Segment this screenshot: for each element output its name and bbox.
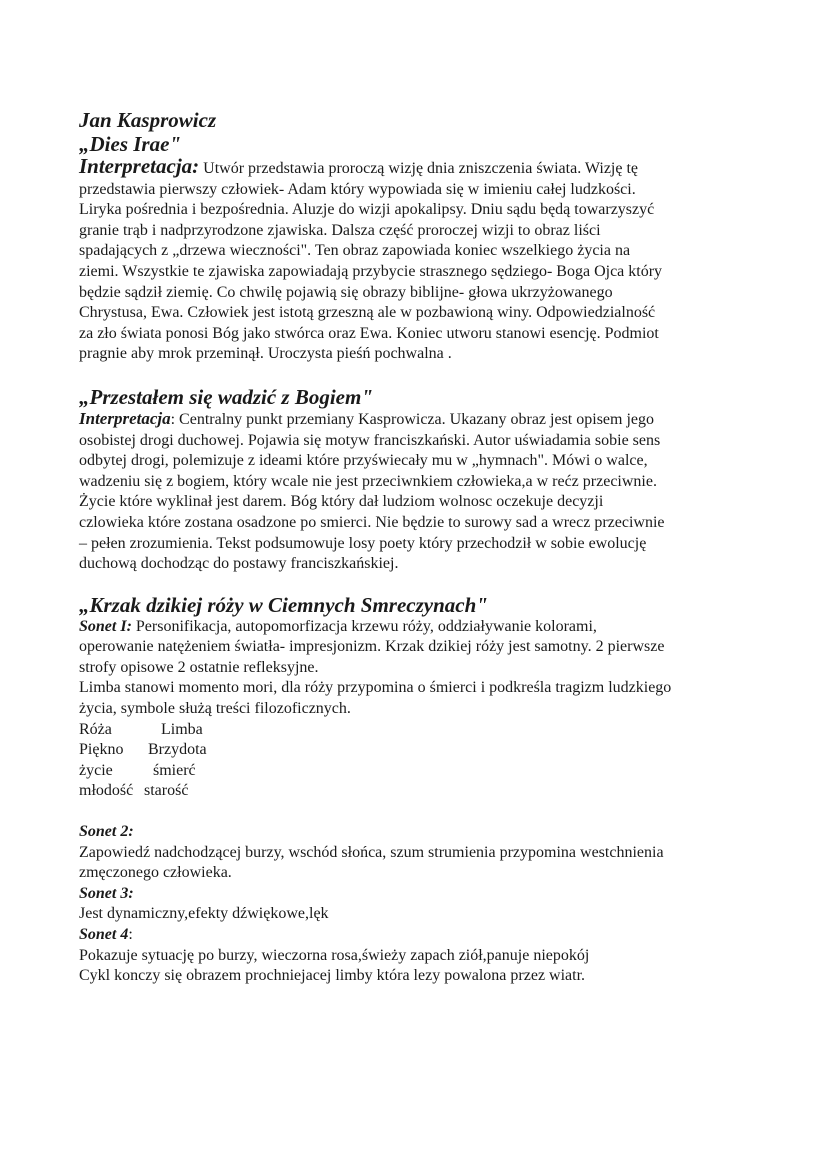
section1-line: ziemi. Wszystkie te zjawiska zapowiadają przybycie strasznego sędziego- Boga Ojca który [79,262,663,280]
sonet1-paragraph [79,617,759,720]
pair-row [79,720,759,741]
section1-line: Liryka pośrednia i bezpośrednia. Aluzje do wizji apokalipsy. Dniu sądu będą towarzyszyć [79,201,655,219]
section2-line: Życie które wyklinał jest darem. Bóg który dał ludziom wolnosc oczekuje decyzji [79,493,604,511]
sonet1-line: strofy opisowe 2 ostatnie refleksyjne. [79,658,319,676]
pair-left: Piękno [79,741,124,759]
section1-lead: Interpretacja: [79,154,200,178]
pair-right: Limba [161,720,203,738]
sonet1-line: życia, symbole służą treści filozoficznych. [79,700,351,718]
section1-line: Chrystusa, Ewa. Człowiek jest istotą grzeszną ale w pozbawioną winy. Odpowiedzialność [79,304,656,322]
section1-line: pragnie aby mrok przeminął. Uroczysta pieśń pochwalna . [79,345,452,363]
section2-line: duchową dochodząc do postawy franciszkańskiej. [79,555,399,573]
pair-right: śmierć [153,761,196,779]
sonet4-label-suffix: : [128,926,133,943]
pair-right: Brzydota [148,741,207,759]
sonet4-line: Cykl konczy się obrazem prochniejacej limby która lezy powalona przez wiatr. [79,967,586,985]
sonet1-line: Personifikacja, autopomorfizacja krzewu róży, oddziaływanie kolorami, [131,617,597,635]
section2-lead: Interpretacja [79,408,171,428]
pair-left: Róża [79,720,112,738]
sonet4-label: Sonet 4 [79,926,129,943]
document-page [79,108,759,987]
section1-paragraph [79,156,759,365]
sonet1-line: Limba stanowi momento mori, dla róży przypomina o śmierci i podkreśla tragizm ludzkiego [79,679,672,697]
section2-line: odbytej drogi, polemizuje z ideami które przyświecały mu w „hymnach". Mówi o walce, [79,452,648,470]
sonet3-line: Jest dynamiczny,efekty dźwiękowe,lęk [79,905,329,923]
section2-title: „Przestałem się wadzić z Bogiem" [79,384,373,409]
section2-paragraph [79,409,759,575]
section1-line: będzie sądził ziemię. Co chwilę pojawią się obrazy biblijne- głowa ukrzyżowanego [79,283,613,301]
sonet2-line: zmęczonego człowieka. [79,864,232,882]
sonet3-paragraph [79,904,759,925]
pair-right: starość [144,782,189,800]
author-name: Jan Kasprowicz [79,108,217,132]
work-title: „Dies Irae" [79,132,182,156]
sonet2-line: Zapowiedź nadchodzącej burzy, wschód słońca, szum strumienia przypomina westchnienia [79,843,664,861]
sonet4-label-line [79,925,759,946]
pair-left: młodość [79,782,134,800]
section3-title: „Krzak dzikiej róży w Ciemnych Smreczynach" [79,592,488,617]
pair-row [79,781,759,802]
pair-left: życie [79,761,113,779]
sonet3-label: Sonet 3: [79,884,134,902]
sonet1-line: operowanie natężeniem światła- impresjonizm. Krzak dzikiej róży jest samotny. 2 pierwsze [79,638,665,656]
section2-line: wadzeniu się z bogiem, który wcale nie jest przeciwnkiem człowieka,a w rećz przeciwnie. [79,472,657,490]
sonet4-line: Pokazuje sytuację po burzy, wieczorna rosa,świeży zapach ziół,panuje niepokój [79,946,590,964]
section2-line: : Centralny punkt przemiany Kasprowicza. Ukazany obraz jest opisem jego [170,410,655,428]
section2-line: osobistej drogi duchowej. Pojawia się motyw franciszkański. Autor uświadamia sobie sens [79,431,661,449]
pair-row [79,740,759,761]
section2-line: – pełen zrozumienia. Tekst podsumowuje losy poety który przechodził w sobie ewolucję [79,534,647,552]
section1-line: granie trąb i nadprzyrodzone zjawiska. Dalsza część proroczej wizji to obraz liści [79,221,601,239]
pair-row [79,761,759,782]
section1-line: za zło świata ponosi Bóg jako stwórca oraz Ewa. Koniec utworu stanowi esencję. Podmiot [79,324,659,342]
sonet2-paragraph [79,843,759,884]
section1-line: przedstawia pierwszy człowiek- Adam który wypowiada się w imieniu całej ludzkości. [79,180,636,198]
section1-line: Utwór przedstawia proroczą wizję dnia zniszczenia świata. Wizję tę [199,160,639,177]
sonet1-lead: Sonet I: [79,617,132,635]
section1-line: spadających z „drzewa wieczności". Ten obraz zapowiada koniec wszelkiego życia na [79,242,631,260]
section2-line: czlowieka które zostana osadzone po smierci. Nie będzie to surowy sad a wrecz przeciwnie [79,513,665,531]
sonet4-paragraph [79,946,759,987]
contrast-pairs [79,720,759,802]
sonet2-label: Sonet 2: [79,823,134,841]
